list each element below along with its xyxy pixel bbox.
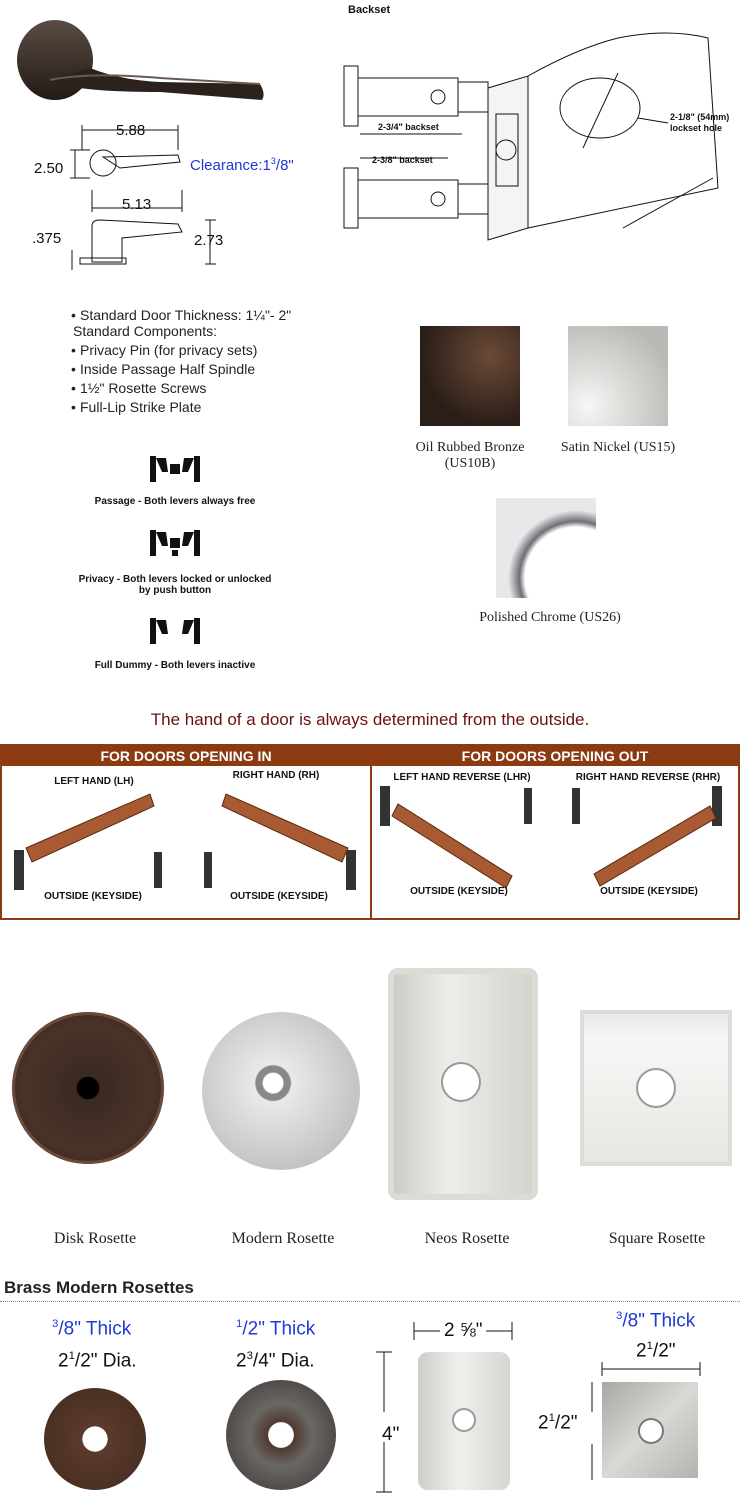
lever-photo	[10, 10, 270, 110]
r3-width-label: 2 ⅝"	[444, 1320, 483, 1341]
brass-divider	[0, 1301, 740, 1302]
clearance-label	[190, 156, 294, 174]
r1-thickness	[52, 1318, 131, 1340]
finish-caption-orb	[400, 440, 540, 472]
r3-rosette-photo	[418, 1352, 510, 1490]
disk-rosette-photo	[12, 1012, 164, 1164]
passage-caption: Passage - Both levers always free	[94, 496, 256, 507]
dim-width-overall: 5.88	[116, 122, 146, 139]
clearance-sup: 3	[270, 156, 276, 166]
backset-title: Backset	[348, 4, 391, 16]
dim-lever-length: 5.13	[122, 196, 152, 213]
modern-rosette-photo	[202, 1012, 360, 1170]
modern-rosette-caption: Modern Rosette	[231, 1230, 335, 1247]
r2-thick-sup: 1	[236, 1318, 243, 1330]
clearance-suffix: /8"	[275, 157, 294, 174]
r1-rosette-photo	[44, 1388, 146, 1490]
dummy-function-icon	[148, 612, 202, 652]
r4-rosette-photo	[602, 1382, 698, 1478]
r1-dia-a: 2	[58, 1350, 69, 1372]
r4-h-b: /2"	[554, 1412, 578, 1434]
r4-w-b: /2"	[652, 1340, 676, 1362]
label-left-hand-reverse: LEFT HAND REVERSE (LHR)	[393, 772, 531, 783]
clearance-prefix: Clearance:1	[190, 157, 271, 174]
square-rosette-hole	[636, 1068, 676, 1108]
finish-caption-polished-chrome: Polished Chrome (US26)	[479, 610, 621, 625]
r2-thick: /2" Thick	[242, 1318, 316, 1340]
finish-name: Oil Rubbed Bronze	[415, 440, 525, 455]
r4-height-label	[538, 1412, 578, 1434]
backset-long-label: 2-3/4" backset	[378, 122, 439, 132]
privacy-caption: Privacy - Both levers locked or unlocked by push button	[78, 574, 272, 596]
dummy-caption: Full Dummy - Both levers inactive	[94, 660, 256, 671]
r1-thick: /8" Thick	[58, 1318, 132, 1340]
r2-diameter	[236, 1350, 315, 1372]
r2-thickness	[236, 1318, 315, 1340]
r4-w-sup: 1	[646, 1340, 653, 1352]
feature-item: • Full-Lip Strike Plate	[80, 398, 324, 417]
r3-rosette-hole	[452, 1408, 476, 1432]
label-outside-rh: OUTSIDE (KEYSIDE)	[230, 891, 328, 902]
neos-rosette-hole	[441, 1062, 481, 1102]
r4-w-a: 2	[636, 1340, 647, 1362]
label-right-hand-reverse: RIGHT HAND REVERSE (RHR)	[575, 772, 721, 783]
r2-dia-sup: 3	[246, 1350, 253, 1362]
finish-caption-satin-nickel: Satin Nickel (US15)	[560, 440, 676, 455]
passage-function-icon	[148, 450, 202, 490]
dim-plate: .375	[32, 230, 62, 247]
finish-swatch-oil-rubbed-bronze	[420, 326, 520, 426]
opening-out-title: FOR DOORS OPENING OUT	[372, 746, 738, 766]
label-right-hand: RIGHT HAND (RH)	[232, 770, 320, 781]
backset-short-label: 2-3/8" backset	[372, 155, 433, 165]
feature-item: • Privacy Pin (for privacy sets)	[80, 341, 324, 360]
neos-rosette-photo	[388, 968, 538, 1200]
r2-dia-b: /4" Dia.	[252, 1350, 315, 1372]
r1-diameter	[58, 1350, 137, 1372]
r4-thick-sup: 3	[616, 1310, 623, 1322]
r4-rosette-hole	[638, 1418, 664, 1444]
r1-dia-sup: 1	[68, 1350, 75, 1362]
finish-swatch-satin-nickel	[568, 326, 668, 426]
label-outside-lh: OUTSIDE (KEYSIDE)	[44, 891, 142, 902]
feature-item: • 1½" Rosette Screws	[80, 379, 324, 398]
finish-code: (US10B)	[444, 456, 496, 471]
privacy-function-icon	[148, 524, 202, 564]
features-list	[64, 306, 324, 417]
lockset-hole-line2: lockset hole	[670, 123, 723, 133]
lockset-hole-line1: 2-1/8" (54mm)	[670, 112, 730, 122]
r4-width-label	[636, 1340, 676, 1362]
dim-height: 2.73	[194, 232, 224, 249]
square-rosette-caption: Square Rosette	[608, 1230, 706, 1247]
backset-diagram	[338, 18, 738, 268]
r2-rosette-photo	[226, 1380, 336, 1490]
features-subheading: Standard Components:	[73, 323, 217, 339]
r4-h-a: 2	[538, 1412, 549, 1434]
lockset-hole-label	[670, 112, 729, 134]
label-outside-rhr: OUTSIDE (KEYSIDE)	[600, 886, 698, 897]
hand-note: The hand of a door is always determined from the outside.	[150, 710, 590, 729]
dim-rose-dia: 2.50	[34, 160, 64, 177]
label-left-hand: LEFT HAND (LH)	[54, 776, 134, 787]
square-rosette-photo	[580, 1010, 732, 1166]
neos-rosette-caption: Neos Rosette	[424, 1230, 510, 1247]
feature-item: • Standard Door Thickness: 1¼"- 2"	[80, 306, 324, 325]
r2-dia-a: 2	[236, 1350, 247, 1372]
feature-item: • Inside Passage Half Spindle	[80, 360, 324, 379]
r1-dia-b: /2" Dia.	[74, 1350, 137, 1372]
r4-thickness	[616, 1310, 695, 1332]
label-outside-lhr: OUTSIDE (KEYSIDE)	[410, 886, 508, 897]
r3-height-label: 4"	[382, 1424, 400, 1445]
finish-swatch-polished-chrome	[496, 498, 596, 598]
brass-title: Brass Modern Rosettes	[4, 1278, 194, 1297]
r4-thick: /8" Thick	[622, 1310, 696, 1332]
r4-h-sup: 1	[548, 1412, 555, 1424]
r1-thick-sup: 3	[52, 1318, 59, 1330]
opening-in-title: FOR DOORS OPENING IN	[2, 746, 370, 766]
disk-rosette-caption: Disk Rosette	[53, 1230, 137, 1247]
